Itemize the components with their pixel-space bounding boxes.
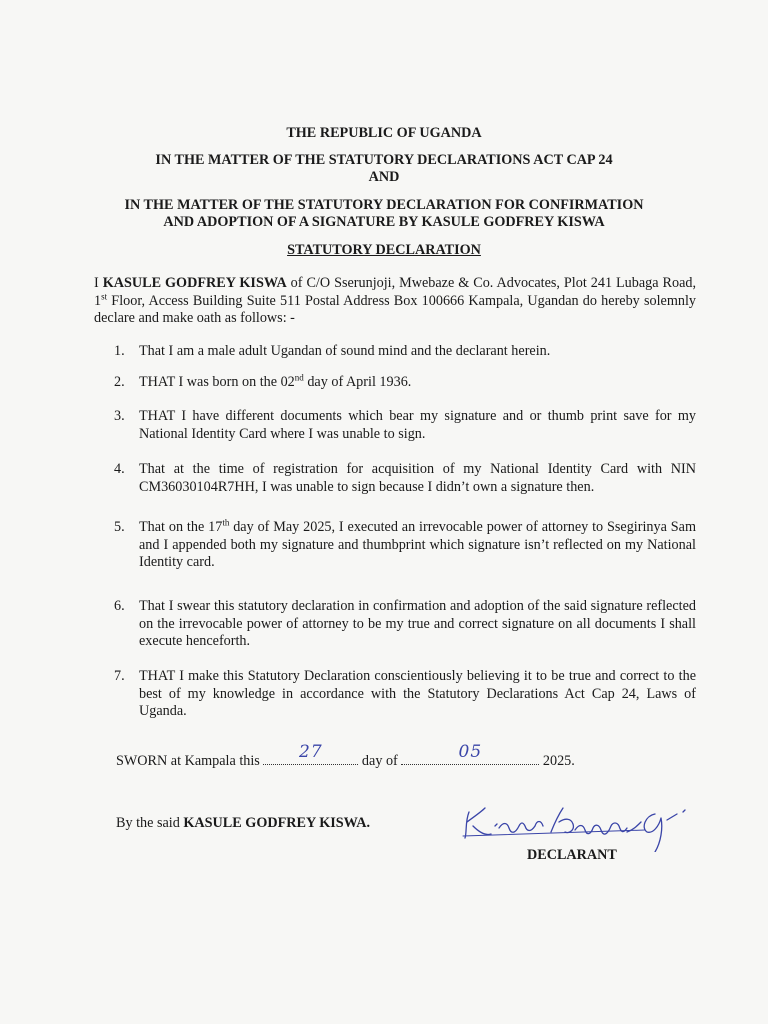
item-number: 5.: [114, 519, 125, 535]
item-text-post: day of April 1936.: [303, 374, 412, 390]
item-number: 7.: [114, 668, 125, 684]
handwritten-signature: [455, 792, 705, 852]
sworn-day-blank: [263, 742, 358, 765]
sworn-prefix: SWORN at Kampala this: [116, 753, 264, 769]
by-said-name: KASULE GODFREY KISWA.: [183, 815, 371, 831]
matter-heading-1: IN THE MATTER OF THE STATUTORY DECLARATIONS ACT CAP 24: [155, 152, 613, 168]
intro-sup: st: [101, 290, 108, 301]
item-number: 4.: [114, 461, 125, 477]
list-item-7: [114, 668, 696, 721]
sworn-month-blank: [401, 742, 539, 765]
list-item-1: [114, 343, 696, 361]
list-item-2: [114, 374, 696, 392]
by-said-line: [116, 814, 370, 832]
item-number: 3.: [114, 408, 125, 424]
item-text: That I swear this statutory declaration in confirmation and adoption of the said signature reflected on the irrevocable power of attorney to be my true and correct signature on all documents I shall execute henceforth.: [139, 598, 696, 649]
list-item-6: [114, 598, 696, 651]
declarant-name: KASULE GODFREY KISWA: [102, 275, 287, 291]
item-text: THAT I have different documents which bear my signature and or thumb print save for my National Identity Card where I was unable to sign.: [139, 408, 696, 442]
intro-paragraph: [94, 275, 696, 328]
item-sup: nd: [294, 372, 304, 383]
item-text-pre: THAT I was born on the 02: [139, 374, 295, 390]
item-text-post: day of May 2025, I executed an irrevocable power of attorney to Ssegirinya Sam and I appended both my signature and thumbprint which signature isn’t reflected on my National Identity card.: [139, 519, 696, 570]
intro-part2: Floor, Access Building Suite 511 Postal Address Box 100666 Kampala, Ugandan do hereby solemnly declare and make oath as follows: -: [94, 292, 696, 326]
item-text: THAT I make this Statutory Declaration conscientiously believing it to be true and correct to the best of my knowledge in accordance with the Statutory Declarations Act Cap 24, Laws of Uganda.: [139, 668, 696, 719]
intro-part1: of C/O Sserunjoji, Mwebaze & Co. Advocates, Plot 241 Lubaga Road, 1: [94, 275, 697, 309]
item-number: 2.: [114, 374, 125, 390]
item-text: That I am a male adult Ugandan of sound mind and the declarant herein.: [139, 343, 551, 359]
and-heading: AND: [368, 169, 400, 185]
intro-prefix: I: [94, 275, 103, 291]
item-number: 1.: [114, 343, 125, 359]
by-said-prefix: By the said: [116, 815, 184, 831]
sworn-middle: day of: [358, 753, 402, 769]
matter-heading-2-line2: AND ADOPTION OF A SIGNATURE BY KASULE GODFREY KISWA: [163, 214, 605, 230]
sworn-day-value: 27: [299, 742, 323, 762]
list-item-3: [114, 408, 696, 443]
item-sup: th: [222, 517, 230, 528]
matter-heading-2-line1: IN THE MATTER OF THE STATUTORY DECLARATION FOR CONFIRMATION: [124, 197, 644, 213]
item-text-pre: That on the 17: [139, 519, 223, 535]
sworn-line: [116, 742, 636, 770]
sworn-month-value: 05: [458, 742, 483, 762]
item-text: That at the time of registration for acquisition of my National Identity Card with NIN CM36030104R7HH, I was unable to sign because I didn’t own a signature then.: [139, 461, 696, 495]
declarant-label: DECLARANT: [527, 847, 617, 863]
list-item-5: [114, 519, 696, 572]
republic-heading: THE REPUBLIC OF UGANDA: [286, 125, 482, 141]
item-number: 6.: [114, 598, 125, 614]
sworn-year: 2025.: [539, 753, 575, 769]
list-item-4: [114, 461, 696, 496]
item-text: [139, 374, 696, 392]
document-title: STATUTORY DECLARATION: [287, 242, 481, 258]
item-text: [139, 519, 696, 572]
